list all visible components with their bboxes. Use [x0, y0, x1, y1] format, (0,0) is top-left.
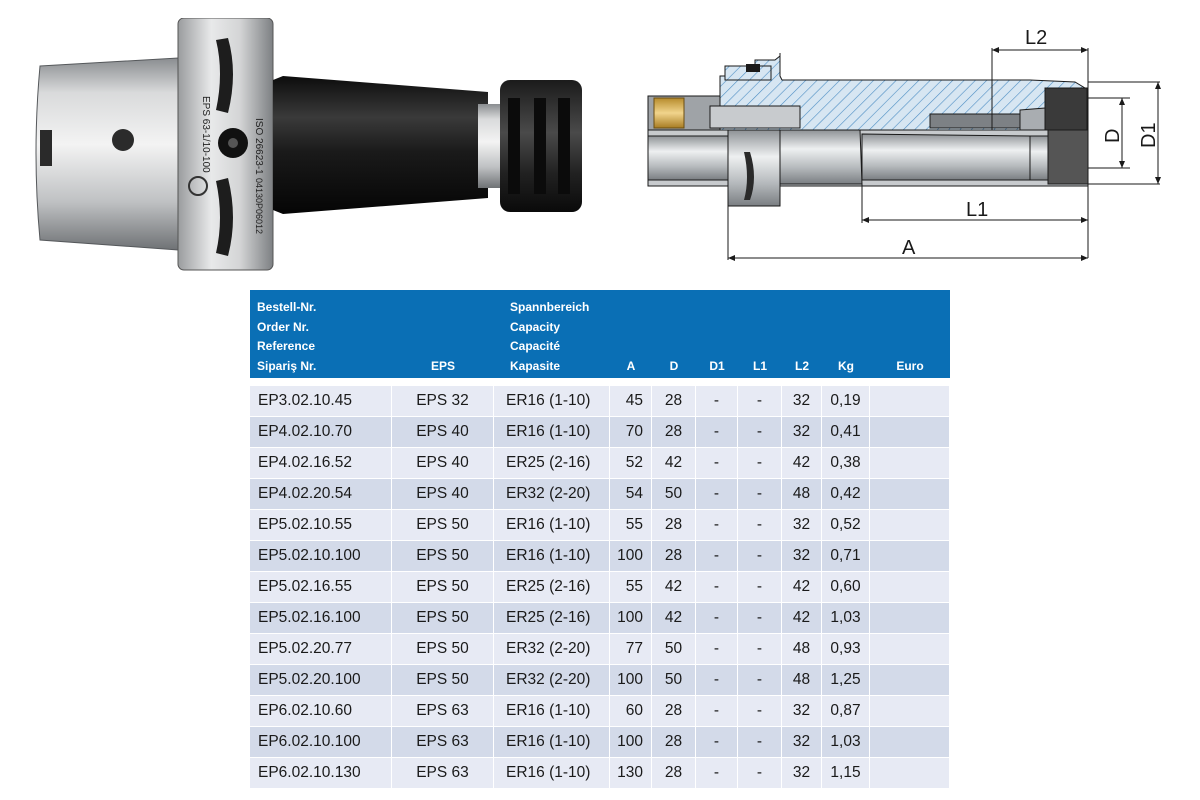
cell-euro: [870, 603, 950, 634]
cell-euro: [870, 448, 950, 479]
product-photo: [28, 18, 588, 273]
header-capacity-en: Capacity: [510, 319, 561, 334]
cell-euro: [870, 696, 950, 727]
cell-l2: 42: [782, 448, 822, 479]
cell-d1: -: [696, 665, 738, 696]
engraving-model: EPS 63-1/10-100: [200, 96, 211, 173]
table-row: [250, 603, 950, 634]
cell-order: EP5.02.16.55: [250, 572, 392, 603]
cell-kg: 1,25: [822, 665, 870, 696]
cell-d1: -: [696, 758, 738, 789]
table-row: [250, 634, 950, 665]
cell-capacity: ER32 (2-20): [494, 634, 610, 665]
cell-l2: 32: [782, 386, 822, 417]
dim-label-l1: L1: [966, 199, 989, 221]
cell-l1: -: [738, 541, 782, 572]
cell-l2: 32: [782, 758, 822, 789]
dim-label-d1: D1: [1138, 122, 1160, 148]
cell-order: EP5.02.20.100: [250, 665, 392, 696]
cell-d: 50: [652, 479, 696, 510]
cell-l2: 32: [782, 510, 822, 541]
header-order-fr: Reference: [257, 339, 316, 353]
cell-kg: 0,38: [822, 448, 870, 479]
cell-euro: [870, 541, 950, 572]
cell-d: 42: [652, 572, 696, 603]
table-row: [250, 510, 950, 541]
table-row: [250, 758, 950, 789]
cell-kg: 0,41: [822, 417, 870, 448]
table-row: [250, 541, 950, 572]
cell-d1: -: [696, 417, 738, 448]
cell-order: EP4.02.16.52: [250, 448, 392, 479]
cell-euro: [870, 479, 950, 510]
technical-drawing: [630, 18, 1190, 273]
cell-capacity: ER16 (1-10): [494, 727, 610, 758]
header-order-tr: Sipariş Nr.: [257, 358, 317, 373]
table-body: [250, 386, 950, 789]
cell-l2: 32: [782, 727, 822, 758]
cell-l2: 42: [782, 572, 822, 603]
cell-a: 45: [610, 386, 652, 417]
cell-a: 54: [610, 479, 652, 510]
cell-d1: -: [696, 448, 738, 479]
cell-d1: -: [696, 386, 738, 417]
cell-l1: -: [738, 386, 782, 417]
cell-capacity: ER25 (2-16): [494, 448, 610, 479]
cell-kg: 0,42: [822, 479, 870, 510]
table-row: [250, 479, 950, 510]
cell-eps: EPS 40: [392, 479, 494, 510]
cell-capacity: ER25 (2-16): [494, 572, 610, 603]
header-order: [250, 290, 392, 378]
table-row: [250, 386, 950, 417]
spec-table: [250, 290, 950, 789]
cell-d: 28: [652, 727, 696, 758]
cell-l2: 48: [782, 634, 822, 665]
cell-eps: EPS 63: [392, 727, 494, 758]
cell-kg: 0,71: [822, 541, 870, 572]
cell-kg: 1,03: [822, 727, 870, 758]
cell-l1: -: [738, 634, 782, 665]
cell-eps: EPS 50: [392, 665, 494, 696]
header-order-en: Order Nr.: [257, 319, 310, 334]
cell-a: 60: [610, 696, 652, 727]
cell-eps: EPS 63: [392, 696, 494, 727]
cell-a: 52: [610, 448, 652, 479]
cell-order: EP6.02.10.60: [250, 696, 392, 727]
cell-eps: EPS 63: [392, 758, 494, 789]
cell-kg: 1,15: [822, 758, 870, 789]
cell-order: EP6.02.10.130: [250, 758, 392, 789]
cell-d: 50: [652, 665, 696, 696]
cell-d: 28: [652, 541, 696, 572]
cell-capacity: ER25 (2-16): [494, 603, 610, 634]
cell-eps: EPS 50: [392, 572, 494, 603]
cell-d: 28: [652, 417, 696, 448]
header-l1: L1: [738, 290, 782, 378]
header-l2: L2: [782, 290, 822, 378]
cell-d1: -: [696, 603, 738, 634]
cell-euro: [870, 417, 950, 448]
cell-d: 50: [652, 634, 696, 665]
header-kg: Kg: [822, 290, 870, 378]
cell-d: 28: [652, 696, 696, 727]
dim-label-a: A: [902, 237, 916, 259]
cell-kg: 0,19: [822, 386, 870, 417]
table-row: [250, 448, 950, 479]
table-row: [250, 696, 950, 727]
table-row: [250, 572, 950, 603]
cell-l2: 32: [782, 696, 822, 727]
cell-order: EP4.02.20.54: [250, 479, 392, 510]
cell-l2: 32: [782, 541, 822, 572]
cell-a: 100: [610, 603, 652, 634]
cell-order: EP5.02.10.100: [250, 541, 392, 572]
cell-eps: EPS 50: [392, 634, 494, 665]
cell-euro: [870, 634, 950, 665]
cell-eps: EPS 40: [392, 448, 494, 479]
cell-kg: 0,93: [822, 634, 870, 665]
header-eps: EPS: [392, 290, 494, 378]
cell-euro: [870, 727, 950, 758]
cell-kg: 1,03: [822, 603, 870, 634]
cell-euro: [870, 572, 950, 603]
cell-l2: 42: [782, 603, 822, 634]
cell-l2: 32: [782, 417, 822, 448]
cell-d1: -: [696, 634, 738, 665]
cell-capacity: ER16 (1-10): [494, 417, 610, 448]
cell-eps: EPS 50: [392, 603, 494, 634]
header-d: D: [652, 290, 696, 378]
dim-label-d: D: [1102, 128, 1124, 143]
cell-l1: -: [738, 665, 782, 696]
cell-l1: -: [738, 603, 782, 634]
cell-kg: 0,60: [822, 572, 870, 603]
cell-capacity: ER16 (1-10): [494, 541, 610, 572]
cell-capacity: ER16 (1-10): [494, 510, 610, 541]
cell-eps: EPS 50: [392, 541, 494, 572]
cell-d1: -: [696, 541, 738, 572]
header-capacity-tr: Kapasite: [510, 358, 561, 373]
cell-order: EP4.02.10.70: [250, 417, 392, 448]
cell-l1: -: [738, 510, 782, 541]
header-capacity-de: Spannbereich: [510, 300, 590, 314]
cell-order: EP5.02.10.55: [250, 510, 392, 541]
cell-d: 28: [652, 758, 696, 789]
table-row: [250, 727, 950, 758]
cell-l1: -: [738, 696, 782, 727]
cell-a: 70: [610, 417, 652, 448]
cell-a: 130: [610, 758, 652, 789]
cell-a: 55: [610, 572, 652, 603]
cell-d: 42: [652, 603, 696, 634]
cell-capacity: ER16 (1-10): [494, 386, 610, 417]
header-a: A: [610, 290, 652, 378]
table-row: [250, 417, 950, 448]
cell-eps: EPS 40: [392, 417, 494, 448]
cell-l2: 48: [782, 479, 822, 510]
header-capacity: [494, 290, 610, 378]
cell-capacity: ER32 (2-20): [494, 479, 610, 510]
table-header-row: [250, 290, 950, 378]
cell-order: EP5.02.20.77: [250, 634, 392, 665]
dim-label-l2: L2: [1025, 27, 1048, 49]
cell-a: 77: [610, 634, 652, 665]
cell-eps: EPS 50: [392, 510, 494, 541]
cell-order: EP3.02.10.45: [250, 386, 392, 417]
cell-capacity: ER16 (1-10): [494, 758, 610, 789]
engraving-serial: 04130P06012: [254, 178, 264, 235]
header-order-de: Bestell-Nr.: [257, 300, 317, 314]
cell-order: EP5.02.16.100: [250, 603, 392, 634]
cell-l1: -: [738, 572, 782, 603]
cell-l1: -: [738, 727, 782, 758]
cell-l1: -: [738, 479, 782, 510]
cell-euro: [870, 510, 950, 541]
cell-capacity: ER16 (1-10): [494, 696, 610, 727]
cell-a: 100: [610, 727, 652, 758]
cell-order: EP6.02.10.100: [250, 727, 392, 758]
cell-euro: [870, 386, 950, 417]
cell-a: 55: [610, 510, 652, 541]
cell-a: 100: [610, 541, 652, 572]
cell-l2: 48: [782, 665, 822, 696]
cell-d1: -: [696, 572, 738, 603]
cell-d1: -: [696, 696, 738, 727]
cell-l1: -: [738, 417, 782, 448]
header-d1: D1: [696, 290, 738, 378]
cell-euro: [870, 758, 950, 789]
cell-capacity: ER32 (2-20): [494, 665, 610, 696]
cell-l1: -: [738, 758, 782, 789]
header-euro: Euro: [870, 290, 950, 378]
cell-a: 100: [610, 665, 652, 696]
cell-eps: EPS 32: [392, 386, 494, 417]
cell-l1: -: [738, 448, 782, 479]
cell-kg: 0,52: [822, 510, 870, 541]
cell-euro: [870, 665, 950, 696]
cell-d: 42: [652, 448, 696, 479]
cell-d1: -: [696, 727, 738, 758]
table-row: [250, 665, 950, 696]
cell-d1: -: [696, 479, 738, 510]
cell-d: 28: [652, 510, 696, 541]
cell-d: 28: [652, 386, 696, 417]
cell-d1: -: [696, 510, 738, 541]
header-capacity-fr: Capacité: [510, 339, 561, 353]
engraving-iso: ISO 26623-1: [253, 118, 264, 175]
cell-kg: 0,87: [822, 696, 870, 727]
